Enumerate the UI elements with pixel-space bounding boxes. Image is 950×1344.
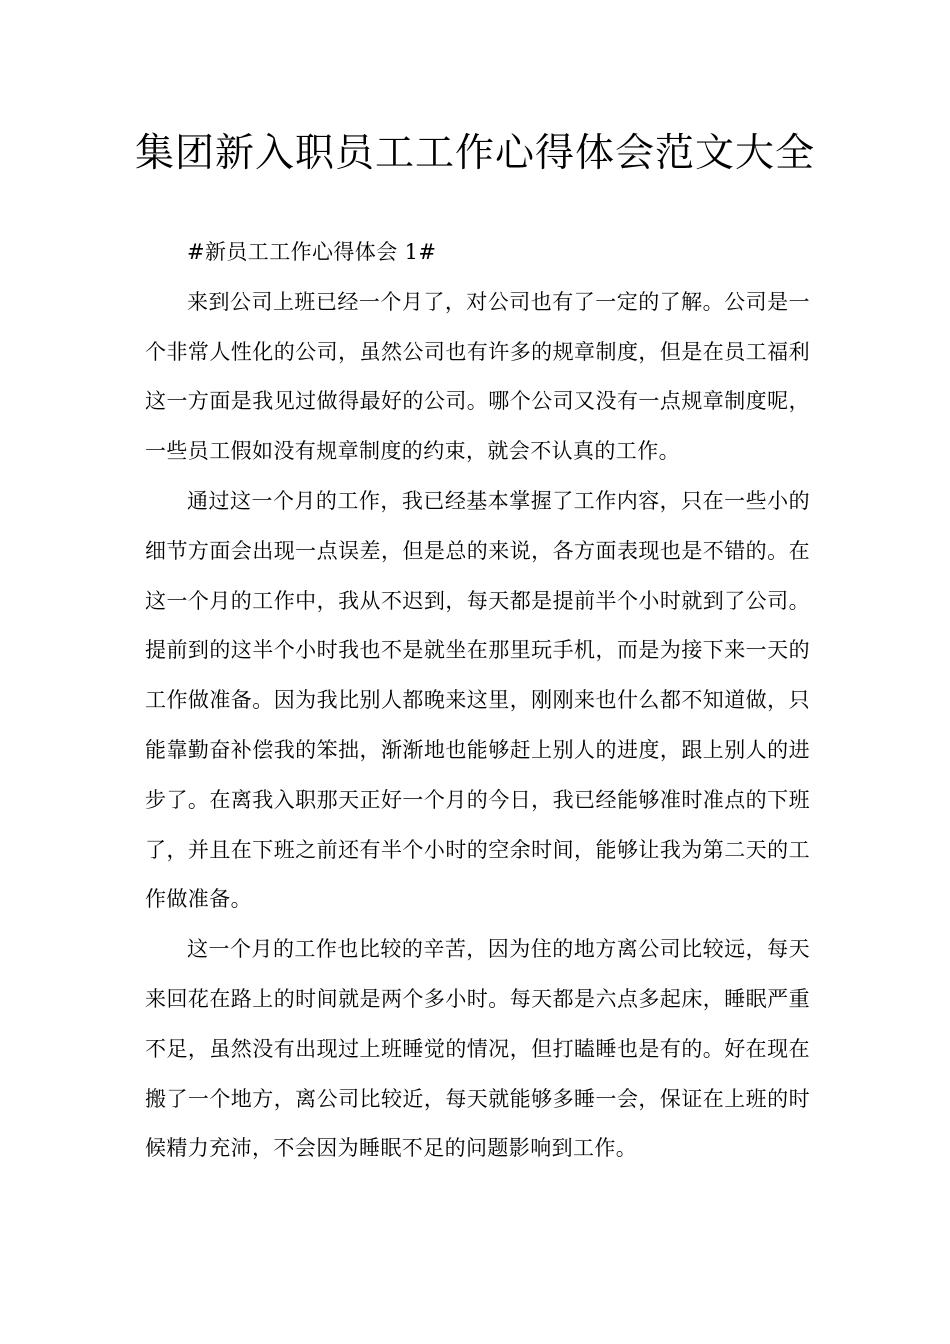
section-heading: #新员工工作心得体会 1# [187,240,437,264]
document-title: 集团新入职员工工作心得体会范文大全 [134,131,815,176]
document-body [145,228,810,1174]
paragraph-1: 来到公司上班已经一个月了，对公司也有了一定的了解。公司是一个非常人性化的公司，虽然公司也有许多的规章制度，但是在员工福利这一方面是我见过做得最好的公司。哪个公司又没有一点规章制度呢，一些员工假如没有规章制度的约束，就会不认真的工作。 [145,289,810,464]
paragraph-2: 通过这一个月的工作，我已经基本掌握了工作内容，只在一些小的细节方面会出现一点误差，但是总的来说，各方面表现也是不错的。在这一个月的工作中，我从不迟到，每天都是提前半个小时就到了公司。提前到的这半个小时我也不是就坐在那里玩手机，而是为接下来一天的工作做准备。因为我比别人都晚来这里，刚刚来也什么都不知道做，只能靠勤奋补偿我的笨拙，渐渐地也能够赶上别人的进度，跟上别人的进步了。在离我入职那天正好一个月的今日，我已经能够准时准点的下班了，并且在下班之前还有半个小时的空余时间，能够让我为第二天的工作做准备。 [145,488,810,912]
paragraph-3: 这一个月的工作也比较的辛苦，因为住的地方离公司比较远，每天来回花在路上的时间就是两个多小时。每天都是六点多起床，睡眠严重不足，虽然没有出现过上班睡觉的情况，但打瞌睡也是有的。好在现在搬了一个地方，离公司比较近，每天就能够多睡一会，保证在上班的时候精力充沛，不会因为睡眠不足的问题影响到工作。 [145,937,810,1161]
